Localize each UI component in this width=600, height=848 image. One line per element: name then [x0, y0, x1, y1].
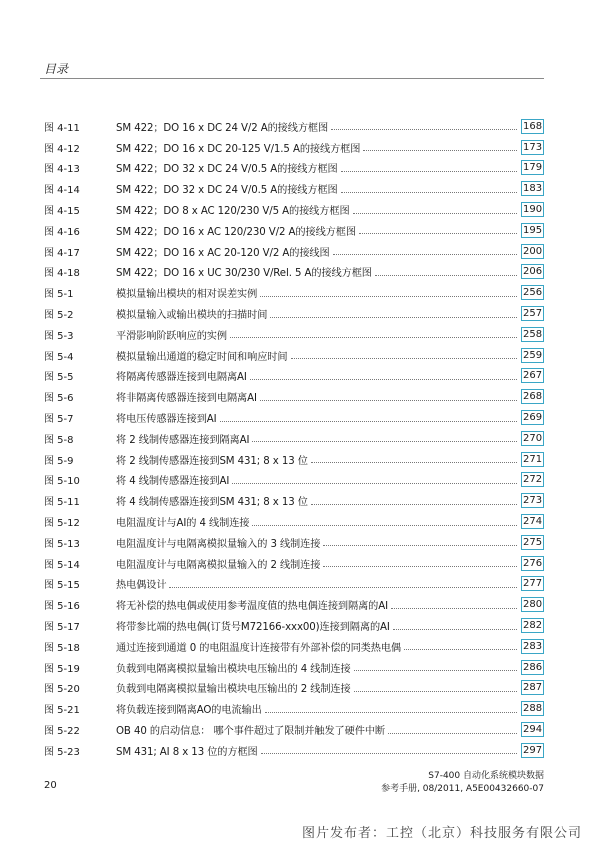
toc-entry[interactable] [44, 407, 544, 428]
toc-page-number-link[interactable]: 297 [523, 744, 543, 756]
toc-figure-title-link[interactable]: SM 422；DO 8 x AC 120/230 V/5 A的接线方框图 [116, 206, 350, 218]
toc-page-number-link[interactable]: 276 [523, 557, 543, 569]
toc-leader-dots [252, 440, 517, 442]
toc-page-number-link[interactable]: 286 [523, 661, 543, 673]
toc-figure-label: 图 5-22 [44, 726, 80, 737]
toc-title-wrap [116, 493, 521, 508]
toc-figure-title-link[interactable]: 模拟量输出通道的稳定时间和响应时间 [116, 351, 288, 363]
toc-page-number-link[interactable]: 277 [523, 578, 543, 590]
footer-page-number: 20 [44, 780, 57, 791]
toc-leader-dots [391, 607, 517, 609]
toc-entry[interactable] [44, 158, 544, 179]
toc-leader-dots [260, 295, 517, 297]
footer-doc-ref: 参考手册, 08/2011, A5E00432660-07 [381, 784, 544, 794]
toc-figure-title-link[interactable]: 将负载连接到隔离AO的电流输出 [116, 705, 262, 717]
toc-page-number-link[interactable]: 273 [523, 495, 543, 507]
toc-page-number-link[interactable]: 268 [523, 391, 543, 403]
toc-figure-label: 图 5-13 [44, 538, 80, 550]
toc-entry[interactable] [44, 345, 544, 366]
toc-page-number-link[interactable]: 283 [523, 640, 543, 652]
toc-figure-label: 图 5-3 [44, 330, 74, 342]
toc-page-number-link[interactable]: 272 [523, 474, 543, 486]
toc-leader-dots [311, 503, 517, 505]
toc-leader-dots [354, 690, 517, 692]
toc-figure-title-link[interactable]: SM 422；DO 16 x AC 20-120 V/2 A的接线图 [116, 247, 330, 259]
toc-entry[interactable] [44, 678, 544, 699]
toc-entry[interactable] [44, 449, 544, 470]
toc-figure-title-link[interactable]: 电阻温度计与AI的 4 线制连接 [116, 518, 250, 530]
toc-page-number-link[interactable]: 173 [523, 141, 543, 153]
toc-figure-label: 图 4-12 [44, 143, 80, 155]
toc-entry[interactable] [44, 137, 544, 158]
toc-leader-dots [331, 128, 517, 130]
toc-title-wrap [116, 556, 521, 571]
toc-title-wrap [116, 472, 521, 487]
toc-figure-title-link[interactable]: 将带参比端的热电偶(订货号M72166-xxx00)连接到隔离的AI [116, 622, 390, 634]
toc-leader-dots [311, 461, 517, 463]
toc-leader-dots [404, 648, 517, 650]
toc-title-wrap [116, 576, 521, 591]
toc-entry[interactable] [44, 386, 544, 407]
toc-figure-title-link[interactable]: 模拟量输入或输出模块的扫描时间 [116, 310, 268, 322]
toc-figure-title-link[interactable]: 电阻温度计与电隔离模拟量输入的 3 线制连接 [116, 538, 321, 550]
toc-title-wrap [116, 701, 521, 716]
toc-figure-title-link[interactable]: 将非隔离传感器连接到电隔离AI [116, 393, 257, 405]
toc-page-number-link[interactable]: 256 [523, 287, 543, 299]
toc-title-wrap [116, 431, 521, 446]
publisher-watermark: 图片发布者：工控（北京）科技服务有限公司 [301, 826, 582, 841]
toc-title-wrap [116, 223, 521, 238]
toc-title-wrap [116, 722, 521, 737]
toc-page-number-link[interactable]: 259 [523, 349, 543, 361]
toc-figure-title-link[interactable]: 负载到电隔离模拟量输出模块电压输出的 2 线制连接 [116, 684, 351, 696]
toc-figure-title-link[interactable]: SM 431; AI 8 x 13 位的方框图 [116, 746, 258, 758]
toc-leader-dots [250, 378, 517, 380]
toc-figure-label: 图 5-1 [44, 289, 74, 301]
toc-page-number-link[interactable]: 183 [523, 183, 543, 195]
toc-figure-title-link[interactable]: SM 422；DO 32 x DC 24 V/0.5 A的接线方框图 [116, 164, 338, 176]
toc-figure-title-link[interactable]: SM 422；DO 32 x DC 24 V/0.5 A的接线方框图 [116, 185, 338, 197]
toc-title-wrap [116, 202, 521, 217]
toc-leader-dots [169, 586, 517, 588]
toc-leader-dots [363, 149, 517, 151]
footer-document-info [381, 770, 544, 796]
toc-entry[interactable] [44, 366, 544, 387]
toc-title-wrap [116, 181, 521, 196]
toc-title-wrap [116, 285, 521, 300]
toc-title-wrap [116, 119, 521, 134]
toc-leader-dots [270, 316, 517, 318]
toc-title-wrap [116, 680, 521, 695]
toc-figure-label: 图 5-17 [44, 622, 80, 634]
toc-entry[interactable] [44, 116, 544, 137]
toc-figure-title-link[interactable]: SM 422；DO 16 x DC 24 V/2 A的接线方框图 [116, 122, 329, 134]
toc-leader-dots [388, 732, 517, 734]
toc-figure-title-link[interactable]: 将 2 线制传感器连接到SM 431; 8 x 13 位 [116, 455, 308, 467]
toc-page-number-link[interactable]: 267 [523, 370, 543, 382]
toc-title-wrap [116, 160, 521, 175]
toc-figure-title-link[interactable]: 电阻温度计与电隔离模拟量输入的 2 线制连接 [116, 559, 321, 571]
toc-entry[interactable] [44, 615, 544, 636]
toc-figure-title-link[interactable]: 将 4 线制传感器连接到AI [116, 476, 230, 488]
toc-page-number-link[interactable]: 195 [523, 224, 543, 236]
toc-page-number-link[interactable]: 269 [523, 412, 543, 424]
toc-title-wrap [116, 264, 521, 279]
toc-figure-label: 图 5-21 [44, 705, 80, 717]
toc-leader-dots [333, 253, 517, 255]
toc-entry[interactable] [44, 199, 544, 220]
toc-page-number-link[interactable]: 271 [523, 453, 543, 465]
toc-leader-dots [265, 711, 517, 713]
toc-leader-dots [232, 482, 517, 484]
toc-leader-dots [260, 399, 517, 401]
toc-figure-label: 图 4-11 [44, 122, 80, 134]
table-of-figures [44, 116, 544, 761]
toc-figure-title-link[interactable]: 将 4 线制传感器连接到SM 431; 8 x 13 位 [116, 497, 308, 509]
toc-title-wrap [116, 368, 521, 383]
toc-entry[interactable] [44, 178, 544, 199]
toc-page-number-link[interactable]: 280 [523, 599, 543, 611]
toc-entry[interactable] [44, 262, 544, 283]
toc-entry[interactable] [44, 470, 544, 491]
toc-page-number-link[interactable]: 168 [523, 120, 543, 132]
toc-figure-title-link[interactable]: 将无补偿的热电偶或使用参考温度值的热电偶连接到隔离的AI [116, 601, 389, 613]
toc-entry[interactable] [44, 698, 544, 719]
toc-figure-title-link[interactable]: 将电压传感器连接到AI [116, 414, 217, 426]
toc-figure-label: 图 5-14 [44, 559, 80, 571]
toc-leader-dots [359, 232, 517, 234]
toc-figure-label: 图 4-14 [44, 185, 80, 197]
toc-figure-title-link[interactable]: 热电偶设计 [116, 580, 167, 592]
toc-page-number-link[interactable]: 206 [523, 266, 543, 278]
toc-figure-label: 图 5-23 [44, 746, 80, 758]
toc-title-wrap [116, 535, 521, 550]
toc-title-wrap [116, 327, 521, 342]
toc-figure-label: 图 5-15 [44, 580, 80, 592]
toc-figure-title-link[interactable]: 将 2 线制传感器连接到隔离AI [116, 434, 250, 446]
toc-figure-label: 图 5-5 [44, 372, 74, 384]
toc-entry[interactable] [44, 594, 544, 615]
toc-page-number-link[interactable]: 282 [523, 620, 543, 632]
toc-figure-title-link[interactable]: SM 422；DO 16 x AC 120/230 V/2 A的接线方框图 [116, 226, 356, 238]
toc-figure-label: 图 4-18 [44, 268, 80, 280]
toc-figure-title-link[interactable]: 将隔离传感器连接到电隔离AI [116, 372, 247, 384]
toc-leader-dots [393, 628, 517, 630]
toc-title-wrap [116, 410, 521, 425]
toc-title-wrap [116, 348, 521, 363]
toc-title-wrap [116, 306, 521, 321]
toc-title-wrap [116, 389, 521, 404]
toc-page-number-link[interactable]: 179 [523, 162, 543, 174]
header-divider [40, 78, 544, 79]
toc-leader-dots [291, 357, 518, 359]
toc-entry[interactable] [44, 324, 544, 345]
toc-entry[interactable] [44, 657, 544, 678]
toc-leader-dots [353, 212, 517, 214]
toc-page-number-link[interactable]: 200 [523, 245, 543, 257]
toc-leader-dots [341, 170, 517, 172]
toc-leader-dots [323, 565, 517, 567]
toc-entry[interactable] [44, 490, 544, 511]
toc-figure-title-link[interactable]: SM 422；DO 16 x UC 30/230 V/Rel. 5 A的接线方框图 [116, 268, 372, 280]
running-header-title: 目录 [44, 62, 69, 76]
toc-page-number-link[interactable]: 287 [523, 682, 543, 694]
toc-entry[interactable] [44, 303, 544, 324]
toc-title-wrap [116, 452, 521, 467]
toc-title-wrap [116, 743, 521, 758]
toc-leader-dots [375, 274, 517, 276]
toc-figure-title-link[interactable]: 平滑影响阶跃响应的实例 [116, 330, 227, 342]
toc-title-wrap [116, 660, 521, 675]
toc-figure-label: 图 5-11 [44, 497, 80, 509]
toc-entry[interactable] [44, 532, 544, 553]
footer-doc-title: S7-400 自动化系统模块数据 [428, 771, 544, 781]
toc-title-wrap [116, 244, 521, 259]
toc-figure-label: 图 5-6 [44, 393, 74, 405]
toc-entry[interactable] [44, 636, 544, 657]
toc-figure-label: 图 5-12 [44, 518, 80, 530]
toc-entry[interactable] [44, 740, 544, 761]
toc-entry[interactable] [44, 511, 544, 532]
toc-page-number-link[interactable]: 257 [523, 308, 543, 320]
toc-figure-label: 图 4-15 [44, 206, 80, 218]
toc-figure-label: 图 5-10 [44, 476, 80, 488]
toc-figure-label: 图 5-16 [44, 601, 80, 613]
toc-leader-dots [220, 420, 517, 422]
toc-figure-title-link[interactable]: SM 422；DO 16 x DC 20-125 V/1.5 A的接线方框图 [116, 143, 361, 155]
toc-figure-label: 图 5-20 [44, 684, 80, 696]
toc-title-wrap [116, 618, 521, 633]
toc-leader-dots [354, 669, 517, 671]
toc-leader-dots [261, 752, 517, 754]
toc-entry[interactable] [44, 719, 544, 740]
toc-figure-title-link[interactable]: 负载到电隔离模拟量输出模块电压输出的 4 线制连接 [116, 663, 351, 675]
toc-figure-label: 图 5-4 [44, 351, 74, 363]
toc-page-number-link[interactable]: 275 [523, 536, 543, 548]
toc-page-number-link[interactable]: 274 [523, 516, 543, 528]
toc-figure-label: 图 4-13 [44, 164, 80, 176]
toc-title-wrap [116, 597, 521, 612]
toc-leader-dots [341, 191, 517, 193]
toc-title-wrap [116, 514, 521, 529]
toc-entry[interactable] [44, 282, 544, 303]
toc-page-number-link[interactable]: 288 [523, 703, 543, 715]
toc-figure-label: 图 5-9 [44, 455, 74, 467]
toc-entry[interactable] [44, 428, 544, 449]
toc-figure-label: 图 5-19 [44, 663, 80, 675]
toc-page-number-link[interactable]: 294 [523, 724, 543, 735]
toc-figure-label: 图 5-8 [44, 434, 74, 446]
toc-figure-label: 图 5-2 [44, 310, 74, 322]
toc-figure-title-link[interactable]: 模拟量输出模块的相对误差实例 [116, 289, 258, 301]
toc-figure-label: 图 5-18 [44, 642, 80, 654]
toc-figure-title-link[interactable]: 通过连接到通道 0 的电阻温度计连接带有外部补偿的同类热电偶 [116, 642, 402, 654]
toc-entry[interactable] [44, 220, 544, 241]
toc-leader-dots [323, 544, 517, 546]
toc-entry[interactable] [44, 241, 544, 262]
toc-figure-label: 图 4-16 [44, 226, 80, 238]
toc-title-wrap [116, 639, 521, 654]
toc-figure-title-link[interactable]: OB 40 的启动信息： 哪个事件超过了限制并触发了硬件中断 [116, 726, 385, 737]
toc-title-wrap [116, 140, 521, 155]
toc-page-number-link[interactable]: 270 [523, 432, 543, 444]
toc-page-number-link[interactable]: 258 [523, 328, 543, 340]
toc-leader-dots [252, 524, 517, 526]
toc-figure-label: 图 5-7 [44, 414, 74, 426]
toc-figure-label: 图 4-17 [44, 247, 80, 259]
toc-page-number-link[interactable]: 190 [523, 204, 543, 216]
toc-leader-dots [230, 336, 517, 338]
toc-entry[interactable] [44, 553, 544, 574]
toc-entry[interactable] [44, 574, 544, 595]
